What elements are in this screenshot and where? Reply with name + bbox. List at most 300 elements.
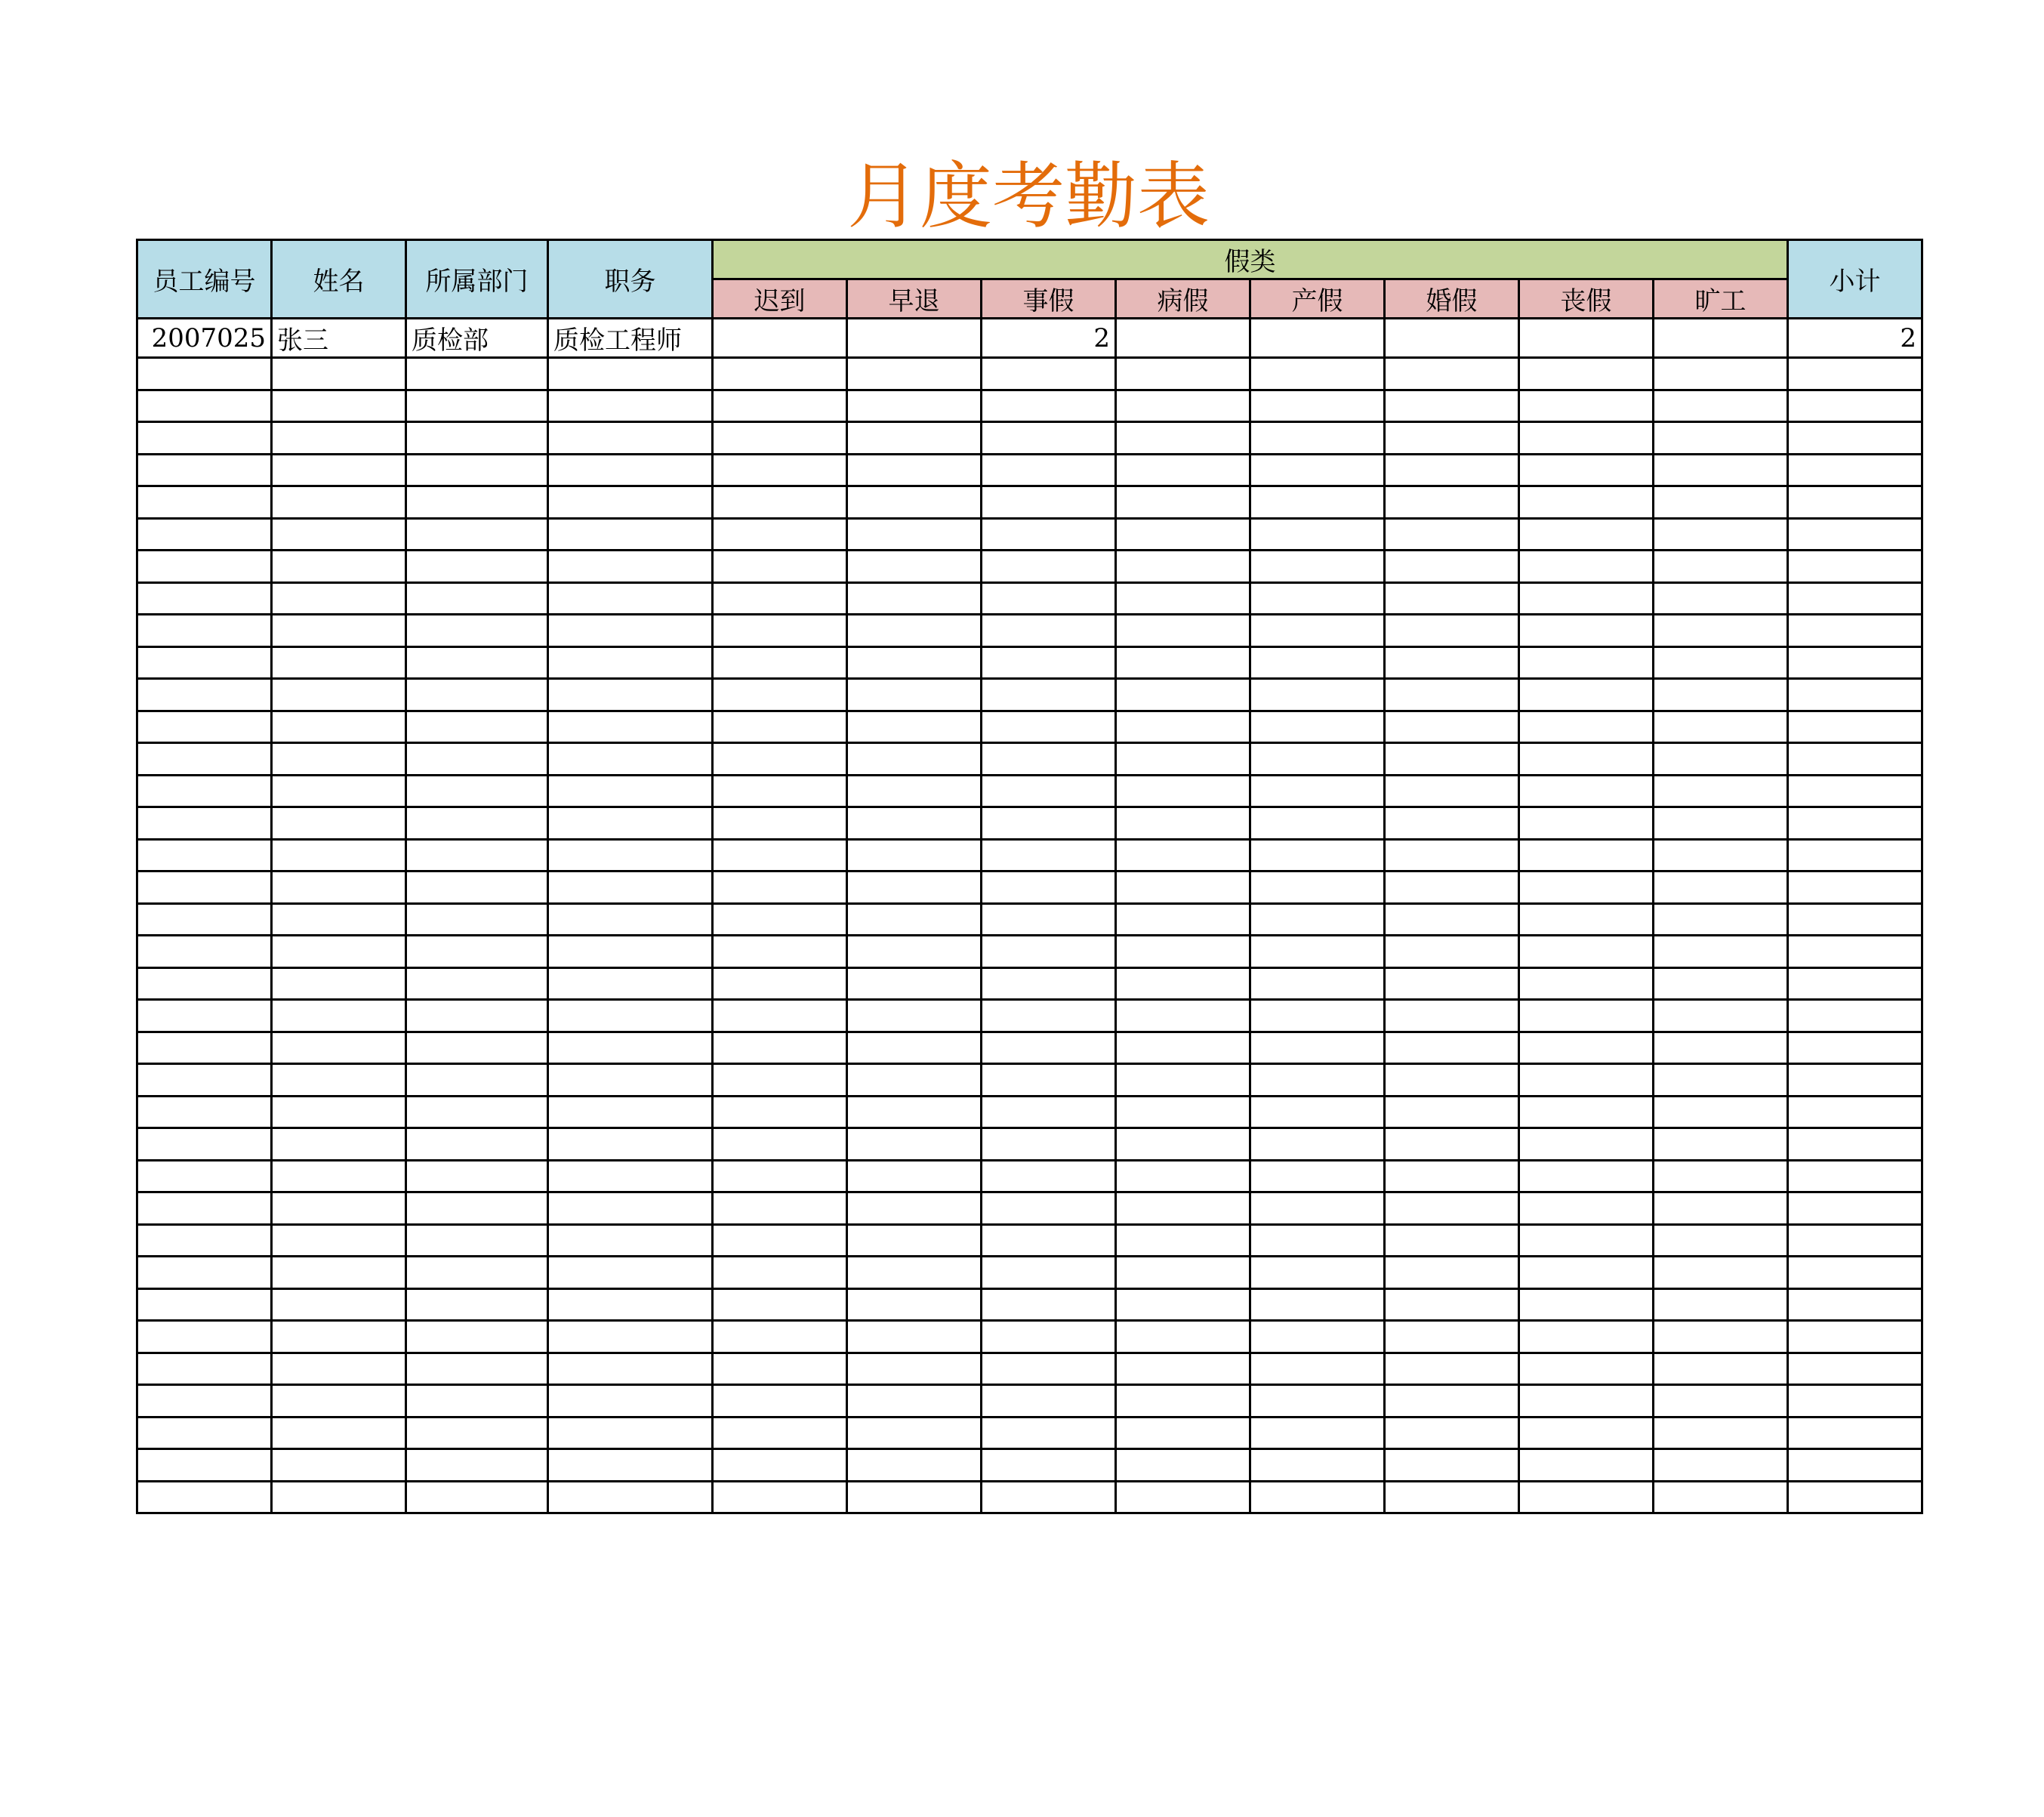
header-leave-group[interactable]: 假类 xyxy=(713,240,1788,279)
cell-employee-id[interactable] xyxy=(137,582,272,615)
cell-employee-id[interactable] xyxy=(137,839,272,871)
cell-sick-leave[interactable] xyxy=(1116,1481,1250,1513)
cell-late[interactable] xyxy=(713,358,847,390)
cell-maternity-leave[interactable] xyxy=(1250,936,1385,968)
cell-marriage-leave[interactable] xyxy=(1385,711,1519,743)
cell-department[interactable] xyxy=(406,551,548,583)
cell-subtotal[interactable]: 2 xyxy=(1788,319,1922,358)
cell-maternity-leave[interactable] xyxy=(1250,903,1385,936)
cell-position[interactable] xyxy=(548,936,713,968)
cell-personal-leave[interactable] xyxy=(982,518,1116,551)
cell-department[interactable] xyxy=(406,1417,548,1449)
cell-early-leave[interactable] xyxy=(847,518,982,551)
cell-maternity-leave[interactable] xyxy=(1250,486,1385,519)
cell-employee-id[interactable] xyxy=(137,679,272,711)
cell-marriage-leave[interactable] xyxy=(1385,1032,1519,1064)
cell-position[interactable] xyxy=(548,967,713,1000)
cell-late[interactable] xyxy=(713,1321,847,1353)
cell-department[interactable] xyxy=(406,936,548,968)
cell-position[interactable] xyxy=(548,454,713,486)
header-personal-leave[interactable]: 事假 xyxy=(982,279,1116,319)
cell-personal-leave[interactable] xyxy=(982,1160,1116,1192)
cell-bereavement-leave[interactable] xyxy=(1519,1288,1654,1321)
cell-department[interactable] xyxy=(406,1385,548,1418)
cell-marriage-leave[interactable] xyxy=(1385,839,1519,871)
cell-department[interactable] xyxy=(406,1096,548,1128)
cell-department[interactable] xyxy=(406,903,548,936)
cell-subtotal[interactable] xyxy=(1788,1257,1922,1289)
cell-personal-leave[interactable] xyxy=(982,1288,1116,1321)
header-maternity-leave[interactable]: 产假 xyxy=(1250,279,1385,319)
cell-department[interactable] xyxy=(406,422,548,455)
cell-maternity-leave[interactable] xyxy=(1250,615,1385,647)
cell-late[interactable] xyxy=(713,1288,847,1321)
cell-marriage-leave[interactable] xyxy=(1385,1128,1519,1161)
cell-subtotal[interactable] xyxy=(1788,390,1922,422)
cell-early-leave[interactable] xyxy=(847,1160,982,1192)
cell-late[interactable] xyxy=(713,1224,847,1257)
cell-subtotal[interactable] xyxy=(1788,551,1922,583)
cell-employee-id[interactable] xyxy=(137,1385,272,1418)
cell-department[interactable] xyxy=(406,967,548,1000)
cell-late[interactable] xyxy=(713,454,847,486)
cell-late[interactable] xyxy=(713,1096,847,1128)
cell-absenteeism[interactable] xyxy=(1654,1481,1788,1513)
cell-sick-leave[interactable] xyxy=(1116,839,1250,871)
cell-position[interactable] xyxy=(548,1481,713,1513)
cell-subtotal[interactable] xyxy=(1788,1096,1922,1128)
cell-sick-leave[interactable] xyxy=(1116,1064,1250,1097)
cell-name[interactable] xyxy=(272,422,406,455)
cell-sick-leave[interactable] xyxy=(1116,1449,1250,1482)
cell-absenteeism[interactable] xyxy=(1654,1192,1788,1225)
cell-sick-leave[interactable] xyxy=(1116,1160,1250,1192)
cell-early-leave[interactable] xyxy=(847,1224,982,1257)
header-name[interactable]: 姓名 xyxy=(272,240,406,319)
cell-late[interactable] xyxy=(713,551,847,583)
cell-marriage-leave[interactable] xyxy=(1385,582,1519,615)
cell-absenteeism[interactable] xyxy=(1654,807,1788,840)
cell-position[interactable] xyxy=(548,582,713,615)
cell-sick-leave[interactable] xyxy=(1116,903,1250,936)
cell-maternity-leave[interactable] xyxy=(1250,967,1385,1000)
cell-late[interactable] xyxy=(713,936,847,968)
cell-personal-leave[interactable] xyxy=(982,551,1116,583)
cell-employee-id[interactable]: 2007025 xyxy=(137,319,272,358)
cell-name[interactable] xyxy=(272,903,406,936)
cell-name[interactable] xyxy=(272,1481,406,1513)
cell-personal-leave[interactable] xyxy=(982,1064,1116,1097)
cell-personal-leave[interactable] xyxy=(982,1449,1116,1482)
cell-department[interactable] xyxy=(406,1321,548,1353)
cell-absenteeism[interactable] xyxy=(1654,454,1788,486)
cell-maternity-leave[interactable] xyxy=(1250,1000,1385,1032)
cell-name[interactable] xyxy=(272,1000,406,1032)
cell-bereavement-leave[interactable] xyxy=(1519,319,1654,358)
cell-marriage-leave[interactable] xyxy=(1385,1481,1519,1513)
cell-employee-id[interactable] xyxy=(137,1481,272,1513)
cell-early-leave[interactable] xyxy=(847,1128,982,1161)
cell-position[interactable] xyxy=(548,1000,713,1032)
cell-employee-id[interactable] xyxy=(137,807,272,840)
cell-marriage-leave[interactable] xyxy=(1385,390,1519,422)
cell-department[interactable] xyxy=(406,1192,548,1225)
cell-name[interactable] xyxy=(272,518,406,551)
header-department[interactable]: 所属部门 xyxy=(406,240,548,319)
cell-sick-leave[interactable] xyxy=(1116,775,1250,807)
cell-personal-leave[interactable] xyxy=(982,1321,1116,1353)
cell-marriage-leave[interactable] xyxy=(1385,1224,1519,1257)
cell-department[interactable] xyxy=(406,615,548,647)
cell-early-leave[interactable] xyxy=(847,1417,982,1449)
cell-employee-id[interactable] xyxy=(137,1192,272,1225)
cell-employee-id[interactable] xyxy=(137,775,272,807)
cell-early-leave[interactable] xyxy=(847,903,982,936)
cell-absenteeism[interactable] xyxy=(1654,615,1788,647)
cell-maternity-leave[interactable] xyxy=(1250,743,1385,776)
header-late[interactable]: 迟到 xyxy=(713,279,847,319)
cell-name[interactable] xyxy=(272,454,406,486)
cell-late[interactable] xyxy=(713,1449,847,1482)
cell-subtotal[interactable] xyxy=(1788,1288,1922,1321)
cell-sick-leave[interactable] xyxy=(1116,967,1250,1000)
cell-personal-leave[interactable] xyxy=(982,1224,1116,1257)
cell-marriage-leave[interactable] xyxy=(1385,646,1519,679)
cell-maternity-leave[interactable] xyxy=(1250,679,1385,711)
cell-bereavement-leave[interactable] xyxy=(1519,1224,1654,1257)
cell-employee-id[interactable] xyxy=(137,1353,272,1385)
cell-position[interactable] xyxy=(548,711,713,743)
cell-name[interactable] xyxy=(272,807,406,840)
cell-early-leave[interactable] xyxy=(847,1353,982,1385)
cell-name[interactable] xyxy=(272,839,406,871)
cell-position[interactable] xyxy=(548,551,713,583)
cell-maternity-leave[interactable] xyxy=(1250,1257,1385,1289)
cell-position[interactable] xyxy=(548,422,713,455)
cell-maternity-leave[interactable] xyxy=(1250,1032,1385,1064)
cell-subtotal[interactable] xyxy=(1788,518,1922,551)
cell-bereavement-leave[interactable] xyxy=(1519,358,1654,390)
header-bereavement-leave[interactable]: 丧假 xyxy=(1519,279,1654,319)
cell-personal-leave[interactable] xyxy=(982,1481,1116,1513)
header-position[interactable]: 职务 xyxy=(548,240,713,319)
cell-employee-id[interactable] xyxy=(137,1000,272,1032)
cell-sick-leave[interactable] xyxy=(1116,1385,1250,1418)
cell-absenteeism[interactable] xyxy=(1654,1160,1788,1192)
cell-early-leave[interactable] xyxy=(847,646,982,679)
cell-early-leave[interactable] xyxy=(847,319,982,358)
cell-employee-id[interactable] xyxy=(137,486,272,519)
cell-employee-id[interactable] xyxy=(137,743,272,776)
cell-absenteeism[interactable] xyxy=(1654,1000,1788,1032)
cell-subtotal[interactable] xyxy=(1788,358,1922,390)
cell-employee-id[interactable] xyxy=(137,358,272,390)
cell-subtotal[interactable] xyxy=(1788,1224,1922,1257)
cell-late[interactable] xyxy=(713,967,847,1000)
cell-marriage-leave[interactable] xyxy=(1385,615,1519,647)
cell-bereavement-leave[interactable] xyxy=(1519,1449,1654,1482)
cell-personal-leave[interactable] xyxy=(982,1000,1116,1032)
cell-absenteeism[interactable] xyxy=(1654,711,1788,743)
cell-maternity-leave[interactable] xyxy=(1250,1353,1385,1385)
cell-late[interactable] xyxy=(713,1481,847,1513)
cell-early-leave[interactable] xyxy=(847,1096,982,1128)
cell-bereavement-leave[interactable] xyxy=(1519,743,1654,776)
cell-personal-leave[interactable] xyxy=(982,422,1116,455)
cell-marriage-leave[interactable] xyxy=(1385,1192,1519,1225)
cell-position[interactable] xyxy=(548,1321,713,1353)
cell-name[interactable] xyxy=(272,358,406,390)
cell-personal-leave[interactable] xyxy=(982,1128,1116,1161)
cell-early-leave[interactable] xyxy=(847,1321,982,1353)
cell-sick-leave[interactable] xyxy=(1116,679,1250,711)
cell-name[interactable] xyxy=(272,1224,406,1257)
cell-late[interactable] xyxy=(713,615,847,647)
cell-bereavement-leave[interactable] xyxy=(1519,839,1654,871)
header-marriage-leave[interactable]: 婚假 xyxy=(1385,279,1519,319)
cell-bereavement-leave[interactable] xyxy=(1519,454,1654,486)
cell-department[interactable] xyxy=(406,1128,548,1161)
cell-position[interactable] xyxy=(548,839,713,871)
cell-employee-id[interactable] xyxy=(137,518,272,551)
cell-subtotal[interactable] xyxy=(1788,422,1922,455)
cell-absenteeism[interactable] xyxy=(1654,903,1788,936)
cell-subtotal[interactable] xyxy=(1788,775,1922,807)
cell-maternity-leave[interactable] xyxy=(1250,1096,1385,1128)
cell-name[interactable] xyxy=(272,1353,406,1385)
cell-late[interactable] xyxy=(713,319,847,358)
cell-bereavement-leave[interactable] xyxy=(1519,615,1654,647)
cell-personal-leave[interactable] xyxy=(982,1257,1116,1289)
cell-absenteeism[interactable] xyxy=(1654,967,1788,1000)
cell-maternity-leave[interactable] xyxy=(1250,1192,1385,1225)
cell-late[interactable] xyxy=(713,1353,847,1385)
cell-maternity-leave[interactable] xyxy=(1250,1128,1385,1161)
cell-name[interactable] xyxy=(272,582,406,615)
cell-personal-leave[interactable]: 2 xyxy=(982,319,1116,358)
cell-early-leave[interactable] xyxy=(847,711,982,743)
cell-marriage-leave[interactable] xyxy=(1385,1160,1519,1192)
cell-personal-leave[interactable] xyxy=(982,454,1116,486)
cell-late[interactable] xyxy=(713,486,847,519)
cell-name[interactable] xyxy=(272,1032,406,1064)
cell-department[interactable] xyxy=(406,1064,548,1097)
cell-subtotal[interactable] xyxy=(1788,486,1922,519)
cell-marriage-leave[interactable] xyxy=(1385,454,1519,486)
cell-position[interactable] xyxy=(548,1449,713,1482)
cell-early-leave[interactable] xyxy=(847,1032,982,1064)
cell-maternity-leave[interactable] xyxy=(1250,551,1385,583)
cell-subtotal[interactable] xyxy=(1788,1353,1922,1385)
header-subtotal[interactable]: 小计 xyxy=(1788,240,1922,319)
cell-marriage-leave[interactable] xyxy=(1385,1417,1519,1449)
cell-late[interactable] xyxy=(713,775,847,807)
cell-maternity-leave[interactable] xyxy=(1250,1385,1385,1418)
cell-personal-leave[interactable] xyxy=(982,871,1116,904)
cell-bereavement-leave[interactable] xyxy=(1519,1257,1654,1289)
cell-late[interactable] xyxy=(713,390,847,422)
cell-absenteeism[interactable] xyxy=(1654,518,1788,551)
cell-name[interactable] xyxy=(272,679,406,711)
cell-absenteeism[interactable] xyxy=(1654,839,1788,871)
cell-early-leave[interactable] xyxy=(847,615,982,647)
cell-marriage-leave[interactable] xyxy=(1385,1449,1519,1482)
cell-employee-id[interactable] xyxy=(137,454,272,486)
cell-absenteeism[interactable] xyxy=(1654,551,1788,583)
cell-maternity-leave[interactable] xyxy=(1250,1160,1385,1192)
cell-early-leave[interactable] xyxy=(847,390,982,422)
cell-sick-leave[interactable] xyxy=(1116,615,1250,647)
cell-late[interactable] xyxy=(713,1192,847,1225)
cell-subtotal[interactable] xyxy=(1788,711,1922,743)
cell-subtotal[interactable] xyxy=(1788,1064,1922,1097)
cell-personal-leave[interactable] xyxy=(982,615,1116,647)
cell-subtotal[interactable] xyxy=(1788,646,1922,679)
cell-name[interactable] xyxy=(272,1192,406,1225)
cell-position[interactable] xyxy=(548,1417,713,1449)
cell-position[interactable] xyxy=(548,679,713,711)
cell-position[interactable] xyxy=(548,807,713,840)
cell-department[interactable] xyxy=(406,807,548,840)
cell-bereavement-leave[interactable] xyxy=(1519,711,1654,743)
cell-sick-leave[interactable] xyxy=(1116,422,1250,455)
cell-personal-leave[interactable] xyxy=(982,358,1116,390)
cell-bereavement-leave[interactable] xyxy=(1519,807,1654,840)
cell-late[interactable] xyxy=(713,1257,847,1289)
cell-name[interactable]: 张三 xyxy=(272,319,406,358)
cell-employee-id[interactable] xyxy=(137,615,272,647)
cell-department[interactable] xyxy=(406,743,548,776)
cell-late[interactable] xyxy=(713,1000,847,1032)
cell-marriage-leave[interactable] xyxy=(1385,518,1519,551)
cell-name[interactable] xyxy=(272,967,406,1000)
cell-name[interactable] xyxy=(272,551,406,583)
cell-absenteeism[interactable] xyxy=(1654,1288,1788,1321)
cell-position[interactable] xyxy=(548,1160,713,1192)
cell-late[interactable] xyxy=(713,422,847,455)
cell-sick-leave[interactable] xyxy=(1116,551,1250,583)
cell-bereavement-leave[interactable] xyxy=(1519,903,1654,936)
cell-employee-id[interactable] xyxy=(137,1257,272,1289)
cell-absenteeism[interactable] xyxy=(1654,1449,1788,1482)
cell-name[interactable] xyxy=(272,1385,406,1418)
cell-employee-id[interactable] xyxy=(137,1160,272,1192)
cell-department[interactable] xyxy=(406,1160,548,1192)
cell-sick-leave[interactable] xyxy=(1116,1224,1250,1257)
cell-bereavement-leave[interactable] xyxy=(1519,1000,1654,1032)
cell-maternity-leave[interactable] xyxy=(1250,871,1385,904)
cell-sick-leave[interactable] xyxy=(1116,711,1250,743)
cell-maternity-leave[interactable] xyxy=(1250,390,1385,422)
cell-bereavement-leave[interactable] xyxy=(1519,775,1654,807)
cell-department[interactable] xyxy=(406,486,548,519)
cell-subtotal[interactable] xyxy=(1788,615,1922,647)
cell-position[interactable] xyxy=(548,775,713,807)
cell-department[interactable] xyxy=(406,711,548,743)
cell-early-leave[interactable] xyxy=(847,1288,982,1321)
cell-department[interactable] xyxy=(406,775,548,807)
cell-marriage-leave[interactable] xyxy=(1385,807,1519,840)
cell-personal-leave[interactable] xyxy=(982,1385,1116,1418)
cell-absenteeism[interactable] xyxy=(1654,1064,1788,1097)
cell-department[interactable] xyxy=(406,358,548,390)
cell-sick-leave[interactable] xyxy=(1116,1257,1250,1289)
cell-name[interactable] xyxy=(272,1160,406,1192)
cell-sick-leave[interactable] xyxy=(1116,1128,1250,1161)
cell-personal-leave[interactable] xyxy=(982,1192,1116,1225)
cell-early-leave[interactable] xyxy=(847,1481,982,1513)
cell-employee-id[interactable] xyxy=(137,1224,272,1257)
cell-bereavement-leave[interactable] xyxy=(1519,1321,1654,1353)
cell-absenteeism[interactable] xyxy=(1654,1353,1788,1385)
cell-late[interactable] xyxy=(713,1064,847,1097)
cell-subtotal[interactable] xyxy=(1788,679,1922,711)
cell-marriage-leave[interactable] xyxy=(1385,967,1519,1000)
cell-subtotal[interactable] xyxy=(1788,967,1922,1000)
cell-personal-leave[interactable] xyxy=(982,390,1116,422)
cell-personal-leave[interactable] xyxy=(982,967,1116,1000)
cell-employee-id[interactable] xyxy=(137,646,272,679)
cell-marriage-leave[interactable] xyxy=(1385,679,1519,711)
cell-early-leave[interactable] xyxy=(847,967,982,1000)
cell-personal-leave[interactable] xyxy=(982,743,1116,776)
cell-early-leave[interactable] xyxy=(847,1449,982,1482)
cell-bereavement-leave[interactable] xyxy=(1519,679,1654,711)
cell-position[interactable] xyxy=(548,486,713,519)
cell-bereavement-leave[interactable] xyxy=(1519,1385,1654,1418)
cell-department[interactable] xyxy=(406,1481,548,1513)
cell-late[interactable] xyxy=(713,1032,847,1064)
cell-sick-leave[interactable] xyxy=(1116,1417,1250,1449)
cell-name[interactable] xyxy=(272,1417,406,1449)
cell-marriage-leave[interactable] xyxy=(1385,1353,1519,1385)
cell-sick-leave[interactable] xyxy=(1116,1000,1250,1032)
cell-early-leave[interactable] xyxy=(847,1064,982,1097)
cell-position[interactable] xyxy=(548,903,713,936)
cell-subtotal[interactable] xyxy=(1788,903,1922,936)
cell-maternity-leave[interactable] xyxy=(1250,422,1385,455)
cell-sick-leave[interactable] xyxy=(1116,1192,1250,1225)
cell-late[interactable] xyxy=(713,1385,847,1418)
cell-position[interactable] xyxy=(548,1096,713,1128)
cell-position[interactable] xyxy=(548,1224,713,1257)
cell-early-leave[interactable] xyxy=(847,1000,982,1032)
cell-bereavement-leave[interactable] xyxy=(1519,646,1654,679)
cell-employee-id[interactable] xyxy=(137,422,272,455)
cell-sick-leave[interactable] xyxy=(1116,518,1250,551)
cell-late[interactable] xyxy=(713,839,847,871)
cell-name[interactable] xyxy=(272,1128,406,1161)
cell-early-leave[interactable] xyxy=(847,936,982,968)
cell-late[interactable] xyxy=(713,646,847,679)
cell-maternity-leave[interactable] xyxy=(1250,1321,1385,1353)
cell-marriage-leave[interactable] xyxy=(1385,422,1519,455)
cell-marriage-leave[interactable] xyxy=(1385,551,1519,583)
cell-subtotal[interactable] xyxy=(1788,1160,1922,1192)
cell-sick-leave[interactable] xyxy=(1116,454,1250,486)
cell-employee-id[interactable] xyxy=(137,903,272,936)
cell-early-leave[interactable] xyxy=(847,454,982,486)
cell-absenteeism[interactable] xyxy=(1654,1032,1788,1064)
cell-absenteeism[interactable] xyxy=(1654,871,1788,904)
cell-bereavement-leave[interactable] xyxy=(1519,1064,1654,1097)
cell-name[interactable] xyxy=(272,646,406,679)
cell-maternity-leave[interactable] xyxy=(1250,358,1385,390)
cell-early-leave[interactable] xyxy=(847,807,982,840)
cell-absenteeism[interactable] xyxy=(1654,1321,1788,1353)
cell-subtotal[interactable] xyxy=(1788,743,1922,776)
cell-employee-id[interactable] xyxy=(137,967,272,1000)
